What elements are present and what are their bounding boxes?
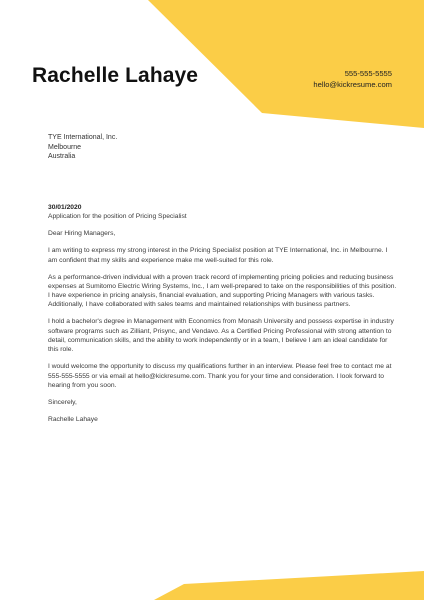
email-address[interactable]: hello@kickresume.com <box>313 79 392 89</box>
letter-closing: Sincerely, <box>48 398 77 406</box>
bottom-yellow-shape <box>154 571 424 600</box>
letter-paragraph: I hold a bachelor's degree in Management with Economics from Monash University and possess expertise in industry software programs such as Zilliant, Prisync, and Vendavo. As a Certified Pricing Professional with strong attention to detail, communication skills, and the ability to work independently or in a team, I believe I am an ideal candidate for this role. <box>48 318 394 354</box>
letter-date: 30/01/2020 <box>48 204 82 211</box>
letter-paragraph: I would welcome the opportunity to discuss my qualifications further in an interview. Please feel free to contact me at 555-555-5555 or via email at hello@kickresume.com. Thank you for your time and consideration. I look forward to hearing from you soon. <box>48 363 392 389</box>
recipient-address <box>48 133 117 162</box>
recipient-country: Australia <box>48 153 76 161</box>
phone-number[interactable]: 555-555-5555 <box>344 69 392 78</box>
letter-signature: Rachelle Lahaye <box>48 415 98 423</box>
letter-paragraph: As a performance-driven individual with a proven track record of implementing pricing policies and reducing business expenses at Sumitomo Electric Wiring Systems, Inc., I am well-prepared to take on the responsibilities of this position. I have experience in pricing analysis, financial evaluation, and supporting Pricing Managers with various tasks. Additionally, I have collaborated with sales teams and maintained relationships with business partners. <box>48 273 397 309</box>
letter-paragraph: I am writing to express my strong interest in the Pricing Specialist position at TYE International, Inc. in Melbourne. I am confident that my skills and experience make me well-suited for this role. <box>48 247 388 264</box>
recipient-city: Melbourne <box>48 143 82 151</box>
letter-subject: Application for the position of Pricing Specialist <box>48 213 187 221</box>
letter-greeting: Dear Hiring Managers, <box>48 230 116 238</box>
contact-info <box>313 69 392 90</box>
letter-body <box>48 203 398 432</box>
applicant-name: Rachelle Lahaye <box>32 64 199 87</box>
recipient-company: TYE International, Inc. <box>48 134 118 141</box>
